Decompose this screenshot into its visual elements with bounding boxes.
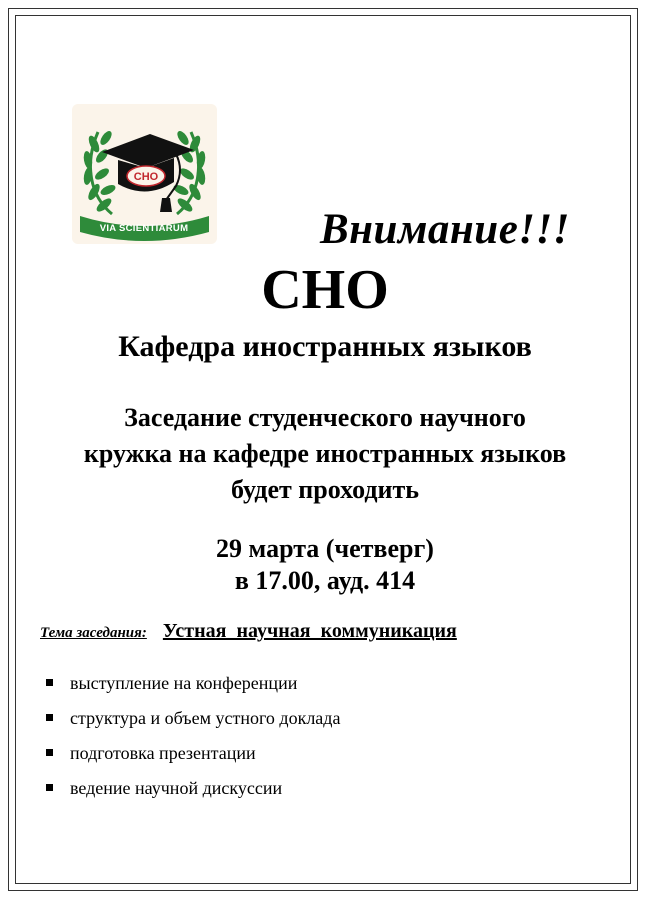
list-item-text: подготовка презентации [70,743,256,763]
logo-emblem-text: СНО [133,171,159,183]
list-item [46,736,340,771]
topic-value: Устная научная коммуникация [162,620,457,642]
time-location-line: в 17.00, ауд. 414 [234,566,416,595]
organization-title: СНО [261,259,389,321]
meeting-line: будет проходить [230,475,420,504]
square-bullet-icon [46,679,53,686]
list-item [46,771,340,806]
topic-line [40,620,457,643]
list-item-text: ведение научной дискуссии [70,778,283,798]
topic-label: Тема заседания: [40,625,147,641]
date-line: 29 марта (четверг) [216,534,434,563]
list-item-text: структура и объем устного доклада [70,708,341,728]
meeting-announcement [30,400,620,508]
sno-logo [72,104,217,244]
laurel-cap-emblem [72,104,217,244]
meeting-line: Заседание студенческого научного [124,403,526,432]
meeting-line: кружка на кафедре иностранных языков [83,439,567,468]
square-bullet-icon [46,749,53,756]
department-title: Кафедра иностранных языков [118,330,532,363]
logo-motto: VIA SCIENTIARUM [99,223,189,234]
list-item-text: выступление на конференции [70,673,298,693]
square-bullet-icon [46,714,53,721]
list-item [46,701,340,736]
square-bullet-icon [46,784,53,791]
attention-heading: Внимание!!! [320,206,570,253]
meeting-date-time [30,533,620,597]
agenda-list [46,666,340,806]
list-item [46,666,340,701]
